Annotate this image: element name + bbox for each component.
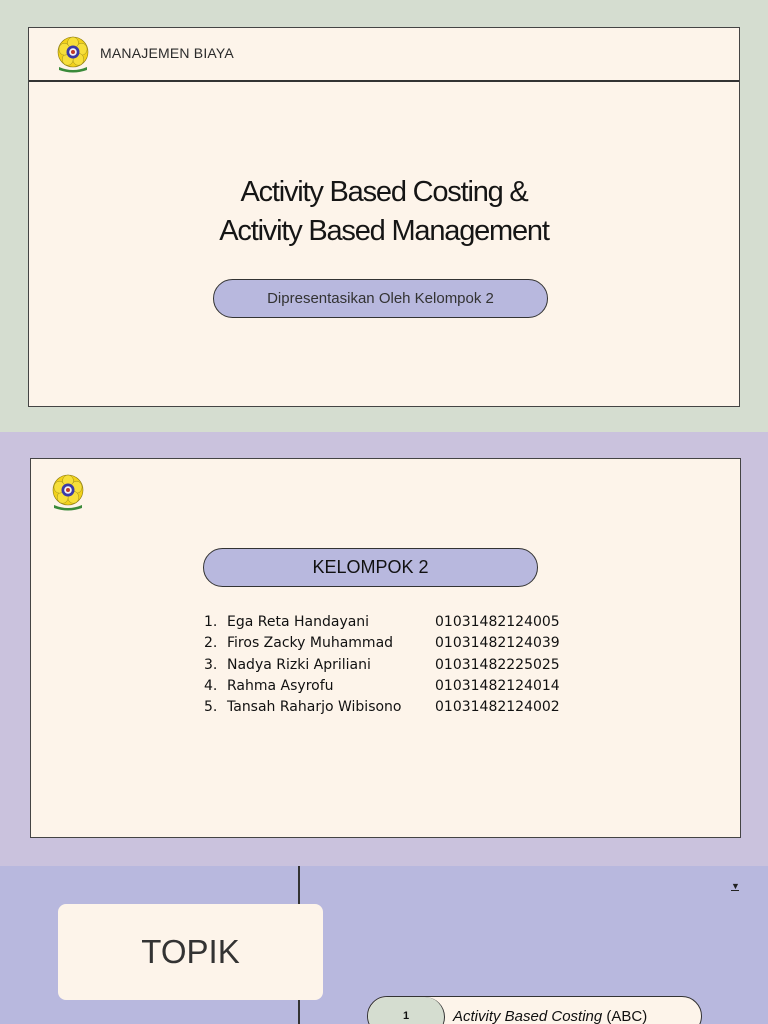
course-header: MANAJEMEN BIAYA bbox=[100, 45, 234, 61]
member-number: 1. bbox=[204, 614, 218, 630]
group-title-pill: KELOMPOK 2 bbox=[203, 548, 538, 587]
topic-number: 1 bbox=[368, 997, 445, 1024]
member-name: Ega Reta Handayani bbox=[227, 614, 370, 630]
member-number: 4. bbox=[204, 677, 218, 694]
topic-label bbox=[453, 1008, 647, 1024]
slide-2-band bbox=[0, 432, 768, 866]
slide-3-band bbox=[0, 866, 768, 1024]
slide-2[interactable] bbox=[30, 458, 741, 838]
member-nim: 01031482124002 bbox=[435, 699, 560, 716]
member-name: Firos Zacky Muhammad bbox=[227, 635, 394, 652]
member-nim: 01031482124039 bbox=[435, 635, 560, 652]
member-nim: 01031482124005 bbox=[435, 614, 560, 630]
topic-label-rest: (ABC) bbox=[602, 1008, 648, 1024]
slide-1-band bbox=[0, 0, 768, 432]
title-line-2: Activity Based Management bbox=[219, 215, 549, 247]
university-emblem-icon bbox=[51, 473, 85, 511]
title-line-1: Activity Based Costing & bbox=[240, 176, 528, 208]
member-nim: 01031482124014 bbox=[435, 677, 560, 694]
member-name: Tansah Raharjo Wibisono bbox=[227, 699, 402, 716]
member-name: Rahma Asyrofu bbox=[227, 677, 334, 694]
member-number: 3. bbox=[204, 656, 218, 673]
presenter-pill: Dipresentasikan Oleh Kelompok 2 bbox=[213, 279, 548, 318]
topic-item-1[interactable] bbox=[367, 996, 702, 1024]
member-number: 2. bbox=[204, 635, 218, 652]
member-nim: 01031482225025 bbox=[435, 656, 560, 673]
topik-heading: TOPIK bbox=[58, 904, 323, 1000]
slide-1[interactable] bbox=[28, 27, 740, 407]
topic-label-italic: Activity Based Costing bbox=[453, 1008, 603, 1024]
member-number: 5. bbox=[204, 699, 218, 716]
university-emblem-icon bbox=[56, 35, 90, 73]
member-name: Nadya Rizki Apriliani bbox=[227, 656, 371, 673]
header-divider bbox=[29, 80, 739, 82]
dropdown-arrow-icon[interactable]: ▼ bbox=[731, 881, 740, 891]
presentation-title bbox=[29, 173, 739, 251]
